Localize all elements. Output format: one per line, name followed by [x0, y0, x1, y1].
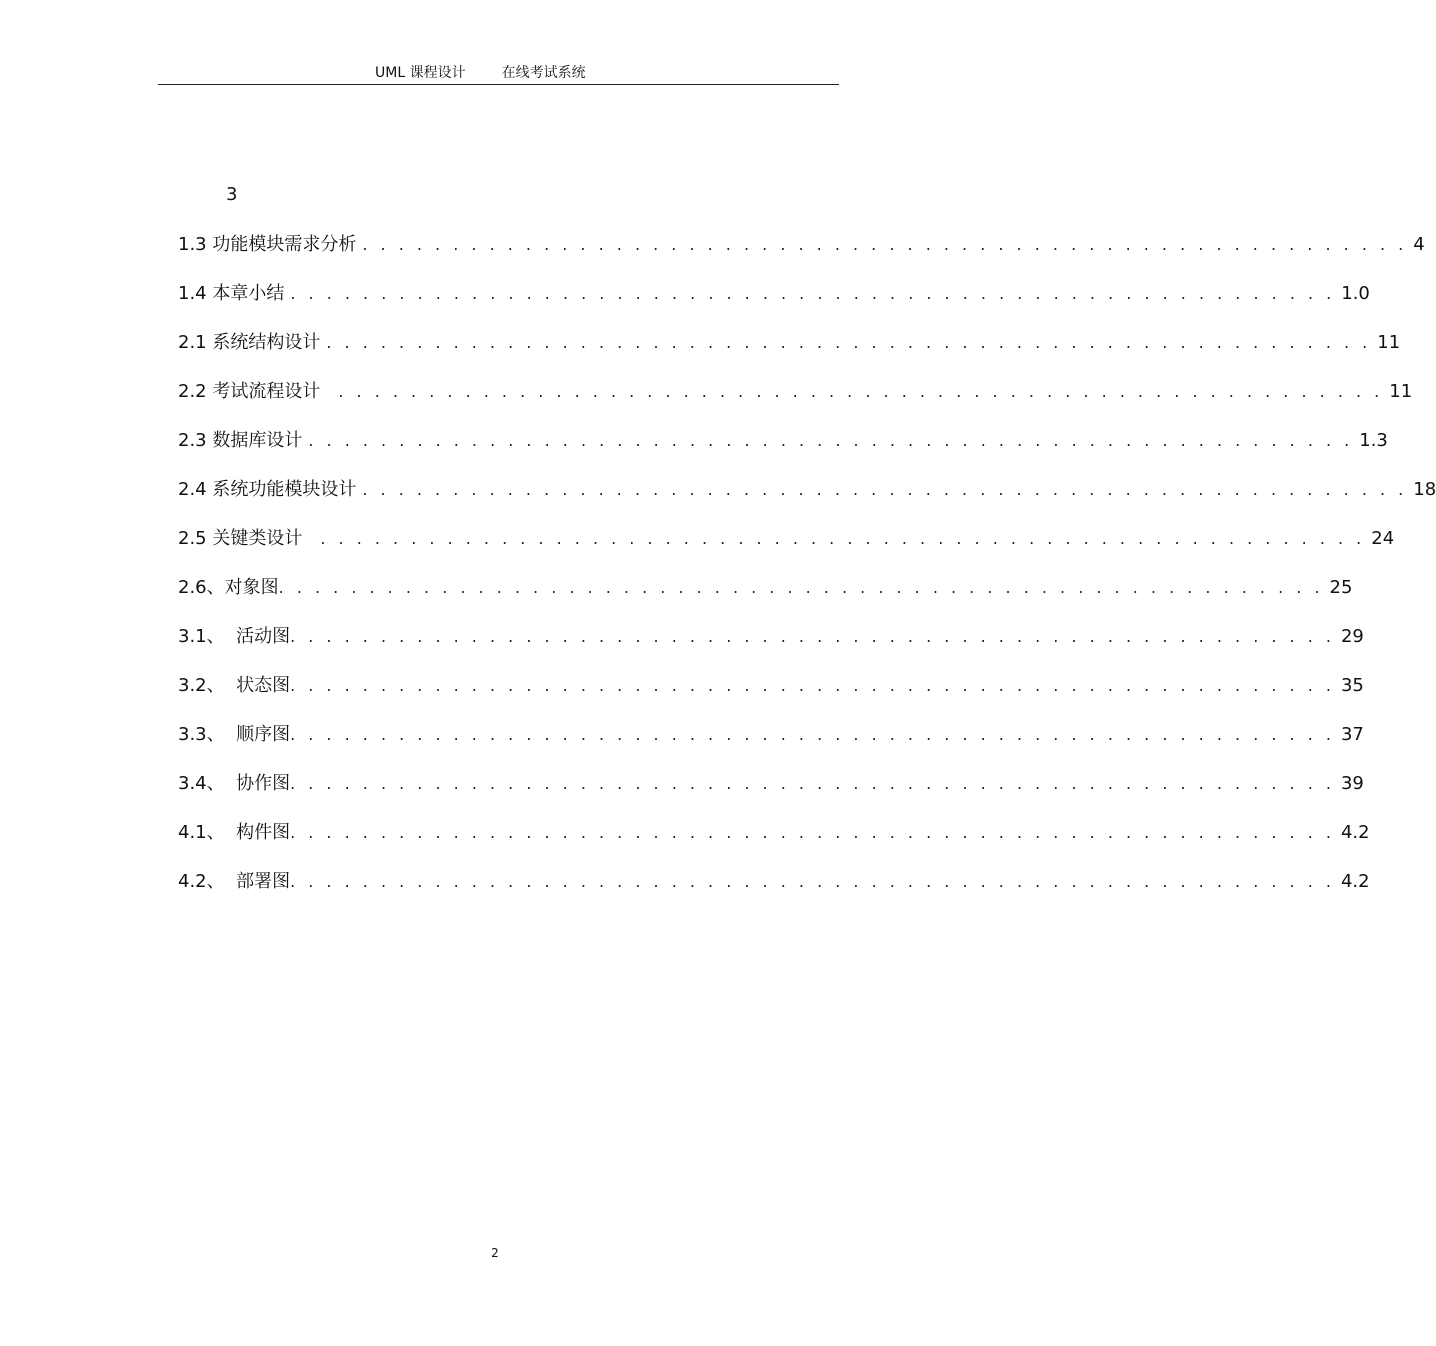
toc-entry-page: 1.3	[1359, 430, 1388, 451]
toc-leader-dots: . . . . . . . . . . . . . . . . . . . . . . . . . . . . . . . . . . . . . . . . . . . . . . . . . . . . . . . . . .	[290, 774, 1335, 793]
toc-entry-label: 3.3、 顺序图	[178, 724, 291, 745]
footer-page-number: 2	[491, 1246, 499, 1260]
toc-leader-dots: . . . . . . . . . . . . . . . . . . . . . . . . . . . . . . . . . . . . . . . . . . . . . . . . . . . . . . . . . .	[290, 627, 1335, 646]
toc-leader-dots: . . . . . . . . . . . . . . . . . . . . . . . . . . . . . . . . . . . . . . . . . . . . . . . . . . . . . . . . . .	[290, 676, 1335, 695]
toc-entry-label: 1.3 功能模块需求分析	[178, 234, 357, 255]
toc-entry-label: 1.4 本章小结	[178, 283, 285, 304]
toc-entry[interactable]	[178, 426, 1388, 452]
toc-entry[interactable]	[178, 867, 1370, 893]
toc-entry-label: 3.1、 活动图	[178, 626, 291, 647]
toc-entry-label: 3.4、 协作图	[178, 773, 291, 794]
toc-entry[interactable]	[178, 818, 1370, 844]
toc-entry-page: 4.2	[1340, 871, 1370, 892]
toc-entry-page: 29	[1340, 626, 1364, 647]
toc-entry-page: 1.0	[1341, 283, 1370, 304]
toc-entry-label: 4.2、 部署图	[178, 871, 291, 892]
toc-entry-page: 39	[1340, 773, 1364, 794]
toc-leader-dots: . . . . . . . . . . . . . . . . . . . . . . . . . . . . . . . . . . . . . . . . . . . . . . . . . . . . . . . . . .	[308, 431, 1354, 450]
toc-leader-dots: . . . . . . . . . . . . . . . . . . . . . . . . . . . . . . . . . . . . . . . . . . . . . . . . . . . . . . . . . .	[290, 823, 1335, 842]
toc-entry[interactable]	[178, 720, 1364, 746]
toc-entry-label: 2.6、对象图	[178, 577, 279, 598]
toc-leader-dots: . . . . . . . . . . . . . . . . . . . . . . . . . . . . . . . . . . . . . . . . . . . . . . . . . . . . . . . . . .	[362, 235, 1408, 254]
toc-entry-page: 25	[1329, 577, 1353, 598]
header-title: 在线考试系统	[501, 65, 586, 81]
toc-entry[interactable]	[178, 769, 1364, 795]
toc-entry[interactable]	[178, 230, 1425, 256]
header-text	[375, 64, 586, 82]
toc-entry[interactable]	[178, 573, 1353, 599]
toc-leader-dots: . . . . . . . . . . . . . . . . . . . . . . . . . . . . . . . . . . . . . . . . . . . . . . . . . . . . . . . . . .	[290, 872, 1335, 891]
toc-entry-page: 11	[1377, 332, 1401, 353]
toc-entry-page: 18	[1413, 479, 1436, 500]
toc-entry-label: 2.1 系统结构设计	[178, 332, 321, 353]
toc-leader-dots: . . . . . . . . . . . . . . . . . . . . . . . . . . . . . . . . . . . . . . . . . . . . . . . . . . . . . . . . . .	[326, 333, 1372, 352]
toc-entry[interactable]	[178, 622, 1364, 648]
page-header	[158, 64, 839, 85]
toc-entry[interactable]	[178, 377, 1413, 403]
toc-entry[interactable]	[178, 524, 1395, 550]
toc-entry-label: 2.4 系统功能模块设计	[178, 479, 357, 500]
toc-leader-dots: . . . . . . . . . . . . . . . . . . . . . . . . . . . . . . . . . . . . . . . . . . . . . . . . . . . . . . . . . .	[290, 725, 1335, 744]
toc-leader-dots: . . . . . . . . . . . . . . . . . . . . . . . . . . . . . . . . . . . . . . . . . . . . . . . . . . . . . . . . . .	[278, 578, 1324, 597]
toc-entry[interactable]	[178, 279, 1370, 305]
toc-entry-label: 2.3 数据库设计	[178, 430, 303, 451]
toc-leader-dots: . . . . . . . . . . . . . . . . . . . . . . . . . . . . . . . . . . . . . . . . . . . . . . . . . . . . . . . . . .	[362, 480, 1408, 499]
toc-leader-dots: . . . . . . . . . . . . . . . . . . . . . . . . . . . . . . . . . . . . . . . . . . . . . . . . . . . . . . . . . .	[290, 284, 1336, 303]
toc-leader-dots: . . . . . . . . . . . . . . . . . . . . . . . . . . . . . . . . . . . . . . . . . . . . . . . . . . . . . . . . . .	[320, 529, 1366, 548]
toc-entry-label: 4.1、 构件图	[178, 822, 291, 843]
toc-entry-page: 24	[1371, 528, 1395, 549]
header-course: UML 课程设计	[375, 65, 466, 81]
toc-entry-label: 3.2、 状态图	[178, 675, 291, 696]
continued-page-number: 3	[226, 184, 238, 205]
toc-entry[interactable]	[178, 671, 1364, 697]
toc-entry[interactable]	[178, 328, 1401, 354]
toc-entry-page: 4	[1413, 234, 1425, 255]
toc-entry[interactable]	[178, 475, 1436, 501]
toc-entry-label: 2.2 考试流程设计	[178, 381, 321, 402]
toc-leader-dots: . . . . . . . . . . . . . . . . . . . . . . . . . . . . . . . . . . . . . . . . . . . . . . . . . . . . . . . . . .	[338, 382, 1384, 401]
toc-entry-page: 4.2	[1340, 822, 1370, 843]
toc-entry-page: 11	[1389, 381, 1413, 402]
toc-entry-page: 35	[1340, 675, 1364, 696]
toc-entry-label: 2.5 关键类设计	[178, 528, 303, 549]
toc-entry-page: 37	[1340, 724, 1364, 745]
